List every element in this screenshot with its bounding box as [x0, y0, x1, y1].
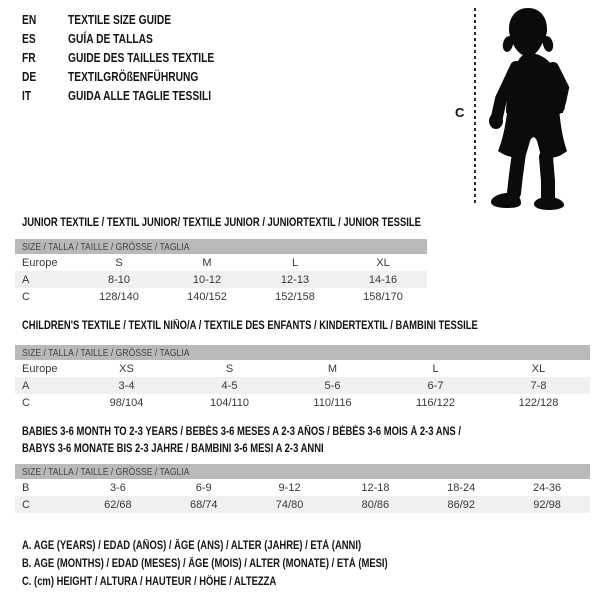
row-label: A — [22, 273, 30, 286]
size-cell: 62/68 — [104, 498, 132, 511]
size-cell: 10-12 — [192, 273, 222, 286]
language-row — [22, 10, 246, 29]
table-row — [15, 254, 427, 271]
babies-size-table — [15, 464, 590, 513]
size-cell: 80/86 — [361, 498, 390, 511]
size-cell: 128/140 — [99, 290, 139, 303]
table-body — [15, 479, 590, 513]
size-header-bar — [15, 464, 590, 479]
language-row — [22, 48, 246, 67]
size-cell: 104/110 — [210, 396, 249, 409]
table-row — [15, 360, 590, 377]
row-label: Europe — [22, 362, 58, 375]
size-cell: M — [327, 362, 338, 375]
size-cell: 74/80 — [275, 498, 304, 511]
table-body — [15, 254, 427, 305]
size-cell: 110/116 — [313, 396, 352, 409]
size-cell: 140/152 — [187, 290, 227, 303]
section-title — [22, 215, 508, 232]
language-code-text: DE — [22, 69, 37, 84]
size-cell: 24-36 — [532, 481, 562, 494]
footnotes — [22, 537, 468, 591]
size-cell: 7-8 — [530, 379, 547, 392]
size-header-label: SIZE / TALLA / TAILLE / GRÖSSE / TAGLIA — [22, 346, 190, 359]
row-label: C — [22, 290, 30, 303]
size-cell: 116/122 — [416, 396, 455, 409]
language-code — [22, 32, 68, 46]
size-cell: S — [225, 362, 234, 375]
size-cell: 3-6 — [109, 481, 126, 494]
size-cell: 4-5 — [221, 379, 238, 392]
language-code-text: IT — [22, 88, 32, 103]
table-row — [15, 377, 590, 394]
language-code — [22, 51, 68, 65]
language-title: GUÍA DE TALLAS — [68, 31, 153, 46]
language-title: TEXTILE SIZE GUIDE — [68, 12, 172, 27]
language-code-text: FR — [22, 50, 36, 65]
row-label: C — [22, 396, 30, 409]
section-title-text: BABYS 3-6 MONATE BIS 2-3 JAHRE / BAMBINI 3-6 MESI A 2-3 ANNI — [22, 443, 324, 455]
section-title — [22, 318, 578, 335]
language-code-text: EN — [22, 12, 37, 27]
size-cell: 6-7 — [427, 379, 444, 392]
table-body — [15, 360, 590, 411]
table-row — [15, 394, 590, 411]
section-title-line — [22, 318, 578, 335]
row-label: A — [22, 379, 30, 392]
size-cell: XL — [531, 362, 546, 375]
footnote-text: C. (cm) HEIGHT / ALTURA / HAUTEUR / HÖHE / ALTEZZA — [22, 576, 277, 588]
footnote-line — [22, 555, 468, 573]
size-cell: 98/104 — [109, 396, 144, 409]
footnote-line — [22, 537, 468, 555]
size-cell: 92/98 — [533, 498, 561, 511]
size-cell: 9-12 — [278, 481, 301, 494]
size-cell: M — [202, 256, 212, 269]
toddler-silhouette-icon — [486, 5, 599, 212]
language-row — [22, 67, 246, 86]
size-cell: 158/170 — [363, 290, 403, 303]
footnote-text: A. AGE (YEARS) / EDAD (AÑOS) / ÂGE (ANS) / ALTER (JAHRE) / ETÀ (ANNI) — [22, 540, 362, 552]
size-cell: 3-4 — [118, 379, 135, 392]
language-row — [22, 29, 246, 48]
row-label: C — [22, 498, 30, 511]
size-header-bar — [15, 345, 590, 360]
table-row — [15, 271, 427, 288]
height-measure-label: C — [455, 105, 465, 120]
row-label: B — [22, 481, 30, 494]
language-code-text: ES — [22, 31, 36, 46]
size-cell: XS — [119, 362, 134, 375]
size-cell: 18-24 — [447, 481, 476, 494]
section-title-line — [22, 441, 557, 458]
size-cell: 86/92 — [447, 498, 475, 511]
size-cell: 5-6 — [324, 379, 341, 392]
language-code — [22, 89, 68, 103]
size-cell: XL — [376, 256, 390, 269]
size-cell: 6-9 — [195, 481, 212, 494]
language-title: TEXTILGRÖßENFÜHRUNG — [68, 69, 199, 84]
children-size-table — [15, 345, 590, 411]
size-cell: L — [432, 362, 439, 375]
language-title: GUIDE DES TAILLES TEXTILE — [68, 50, 215, 65]
junior-size-table — [15, 239, 427, 305]
language-row — [22, 86, 246, 105]
size-header-bar — [15, 239, 427, 254]
table-row — [15, 479, 590, 496]
section-title-text: JUNIOR TEXTILE / TEXTIL JUNIOR/ TEXTILE JUNIOR / JUNIORTEXTIL / JUNIOR TESSILE — [22, 217, 421, 229]
section-title-text: CHILDREN'S TEXTILE / TEXTIL NIÑO/A / TEXTILE DES ENFANTS / KINDERTEXTIL / BAMBINI TESSILE — [22, 320, 478, 332]
size-cell: 8-10 — [107, 273, 131, 286]
height-measure-line — [474, 8, 476, 206]
language-list — [22, 10, 246, 105]
size-cell: 12-13 — [280, 273, 310, 286]
section-title — [22, 424, 557, 458]
section-title-line — [22, 424, 557, 441]
size-cell: 122/128 — [518, 396, 559, 409]
footnote-text: B. AGE (MONTHS) / EDAD (MESES) / ÂGE (MOIS) / ALTER (MONATE) / ETÀ (MESI) — [22, 558, 388, 570]
section-title-line — [22, 215, 508, 232]
size-cell: L — [291, 256, 299, 269]
size-header-label: SIZE / TALLA / TAILLE / GRÖSSE / TAGLIA — [22, 240, 190, 253]
section-title-text: BABIES 3-6 MONTH TO 2-3 YEARS / BEBÉS 3-6 MESES A 2-3 AÑOS / BÉBÉS 3-6 MOIS À 2-3 ANS / — [22, 426, 461, 438]
size-cell: 12-18 — [361, 481, 390, 494]
footnote-line — [22, 573, 468, 591]
language-code — [22, 70, 68, 84]
table-row — [15, 496, 590, 513]
size-cell: S — [115, 256, 123, 269]
size-cell: 68/74 — [189, 498, 218, 511]
row-label: Europe — [22, 256, 58, 269]
language-title: GUIDA ALLE TAGLIE TESSILI — [68, 88, 212, 103]
language-code — [22, 13, 68, 27]
size-cell: 152/158 — [275, 290, 315, 303]
size-header-label: SIZE / TALLA / TAILLE / GRÖSSE / TAGLIA — [22, 465, 190, 478]
table-row — [15, 288, 427, 305]
size-cell: 14-16 — [368, 273, 398, 286]
